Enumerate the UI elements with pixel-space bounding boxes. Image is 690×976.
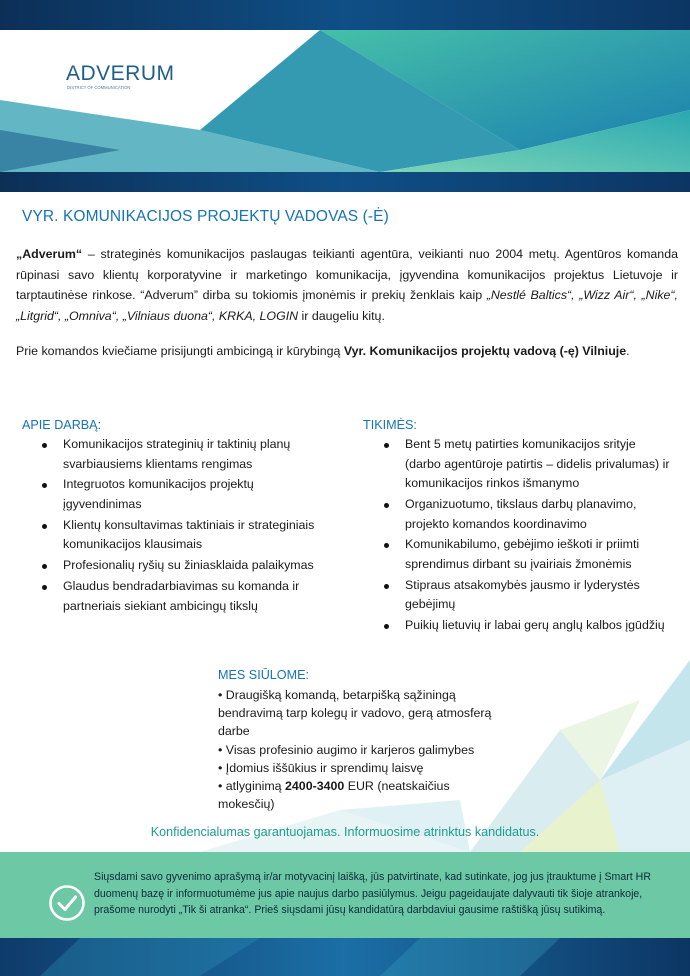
bullet-icon — [42, 443, 47, 448]
intro-paragraph — [16, 244, 678, 326]
offer-item-salary — [218, 777, 508, 813]
list-item-text: Klientų konsultavimas taktiniais ir strateginiais komunikacijos klausimais — [63, 517, 315, 552]
mes-list — [218, 686, 508, 813]
section-title-mes: MES SIŪLOME: — [218, 668, 309, 682]
company-name: „Adverum“ — [16, 247, 83, 261]
section-title-apie: APIE DARBĄ: — [22, 418, 102, 432]
invite-position: Vyr. Komunikacijos projektų vadovą (-ę) Vilniuje — [343, 344, 627, 358]
invite-text-1: Prie komandos kviečiame prisijungti ambicingą ir kūrybingą — [16, 344, 344, 358]
invite-paragraph — [16, 341, 678, 361]
bullet-icon — [384, 584, 389, 589]
bullet-icon — [42, 564, 47, 569]
bullet-icon — [384, 443, 389, 448]
footer-consent-text: Siųsdami savo gyvenimo aprašymą ir/ar motyvacinį laišką, jūs patvirtinate, kad sutinkate, jog jus įtrauktume į Smart HR duomenų bazę ir informuotumėme jus apie naujus darbo pasiūlymus. Jeigu pageidaujate dalyvauti tik šioje atrankoje, prašome nurodyti „Tik ši atranka“. Prieš siųsdami jūsų kandidatūrą darbdaviui gausime raštišką jūsų sutikimą. — [94, 871, 651, 917]
confidentiality-note: Konfidencialumas garantuojamas. Informuosime atrinktus kandidatus. — [150, 825, 540, 839]
list-item — [380, 535, 672, 574]
list-item-text: Komunikabilumo, gebėjimo ieškoti ir priimti sprendimus dirbant su įvairiais žmonėmis — [405, 537, 640, 571]
tikimes-list — [380, 435, 672, 637]
logo-wordmark: ADVERUM — [66, 62, 175, 85]
intro-brands: „Nestlé Baltics“, „Wizz Air“, „Nike“, „Litgrid“, „Omniva“, „Vilniaus duona“, KRKA, LOGIN — [16, 288, 678, 323]
salary-range: 2400-3400 — [285, 779, 345, 794]
offer-item: • Visas profesinio augimo ir karjeros galimybes — [218, 742, 475, 757]
list-item — [38, 475, 328, 514]
salary-prefix: • atlyginimą — [218, 779, 286, 794]
bullet-icon — [384, 543, 389, 548]
list-item-text: Stipraus atsakomybės jausmo ir lyderystės gebėjimų — [405, 577, 640, 612]
list-item — [380, 576, 672, 615]
list-item — [380, 616, 672, 636]
section-title-tikimes: TIKIMĖS: — [363, 418, 417, 432]
list-item-text: Profesionalių ryšių su žiniasklaida palaikymas — [63, 558, 314, 573]
list-item-text: Glaudus bendradarbiavimas su komanda ir partneriais siekiant ambicingų tikslų — [63, 578, 300, 613]
list-item — [38, 577, 328, 616]
bullet-icon — [384, 624, 389, 629]
bullet-icon — [42, 585, 47, 590]
footer-bottom-band — [0, 938, 690, 976]
header-banner — [0, 0, 690, 192]
list-item — [38, 556, 328, 576]
adverum-logo — [66, 58, 178, 92]
logo-graphic — [66, 58, 178, 92]
invite-text-2: . — [626, 344, 630, 358]
bullet-icon — [384, 503, 389, 508]
bullet-icon — [42, 483, 47, 488]
check-circle-icon — [48, 884, 86, 922]
list-item-text: Puikių lietuvių ir labai gerų anglų kalbos įgūdžių — [405, 618, 665, 633]
intro-text-2: ir daugeliu kitų. — [298, 308, 385, 323]
job-title: VYR. KOMUNIKACIJOS PROJEKTŲ VADOVAS (-Ė) — [22, 208, 389, 225]
bullet-icon — [42, 524, 47, 529]
logo-tagline: DISTRICT OF COMMUNICATION — [67, 85, 131, 90]
offer-item: • Įdomius iššūkius ir sprendimų laisvę — [218, 760, 424, 775]
salary-suffix: EUR (neatskaičius mokesčių) — [218, 779, 450, 812]
list-item — [380, 435, 672, 494]
list-item-text: Bent 5 metų patirties komunikacijos srityje (darbo agentūroje patirtis – didelis privalumas) ir komunikacijos rinkos išmanymo — [405, 437, 670, 491]
list-item — [380, 495, 672, 534]
list-item-text: Organizuotumo, tikslaus darbų planavimo, projekto komandos koordinavimo — [405, 496, 637, 531]
list-item-text: Integruotos komunikacijos projektų įgyvendinimas — [63, 477, 254, 511]
list-item-text: Komunikacijos strateginių ir taktinių planų svarbiausiems klientams rengimas — [63, 437, 291, 471]
intro-text-1: – strateginės komunikacijos paslaugas teikianti agentūra, veikianti nuo 2004 metų. Agentūros komanda rūpinasi savo klientų korporatyvine ir marketingo komunikacija, įgyvendina komunikacijos projektus Lietuvoje ir tarptautinėse rinkose. “Adverum” dirba su tokiomis įmonėmis ir prekių ženklais kaip — [16, 247, 678, 303]
offer-item: • Draugišką komandą, betarpišką sąžiningą bendravimą tarp kolegų ir vadovo, gerą atmosferą darbe — [218, 688, 492, 739]
apie-list — [38, 435, 328, 617]
list-item — [38, 516, 328, 555]
list-item — [38, 435, 328, 474]
